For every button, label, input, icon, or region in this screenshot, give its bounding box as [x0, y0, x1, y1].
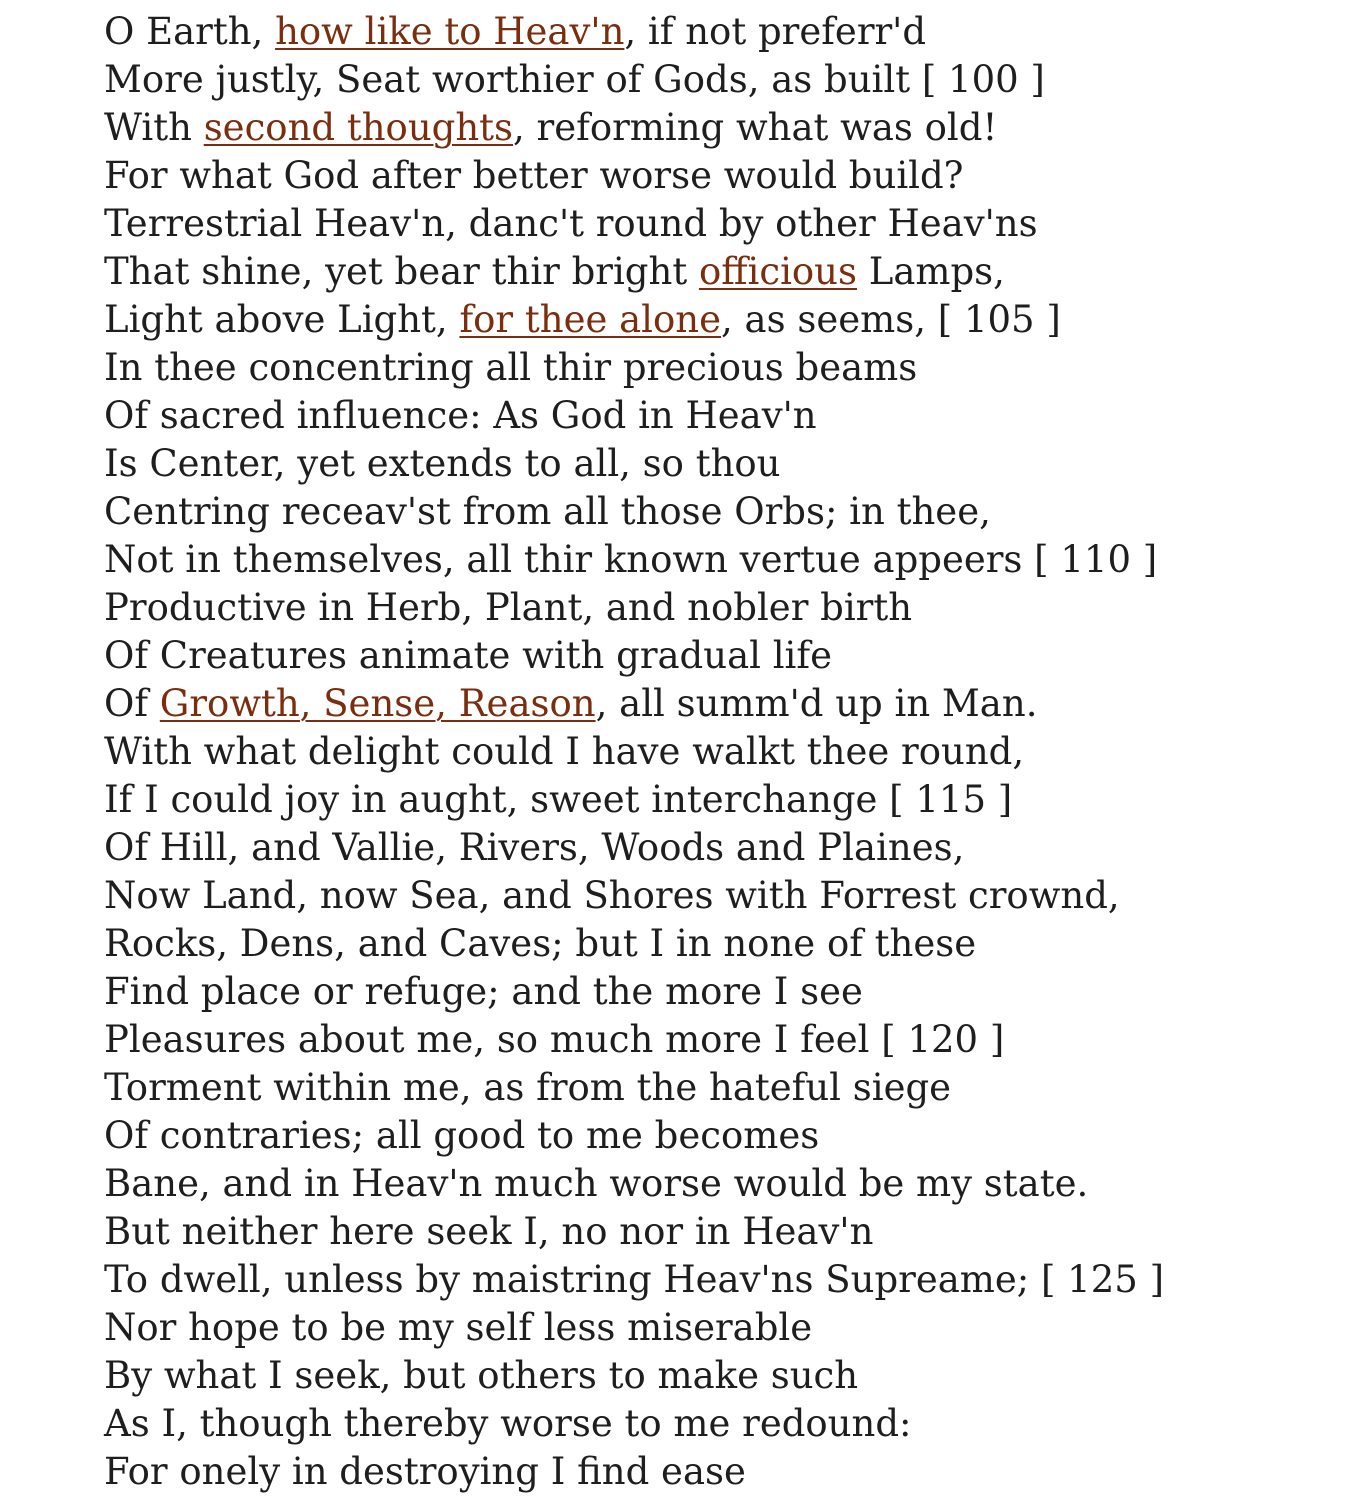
poem-line: [104, 824, 1164, 872]
line-text: To dwell, unless by maistring Heav'ns Supreame;: [104, 1258, 1041, 1301]
line-text: Bane, and in Heav'n much worse would be my state.: [104, 1162, 1089, 1205]
poem-line: [104, 680, 1164, 728]
line-text: Pleasures about me, so much more I feel: [104, 1018, 882, 1061]
line-text: Terrestrial Heav'n, danc't round by other Heav'ns: [104, 202, 1038, 245]
line-text: That shine, yet bear thir bright: [104, 250, 699, 293]
poem-line: [104, 200, 1164, 248]
line-text: By what I seek, but others to make such: [104, 1354, 859, 1397]
poem-line: [104, 1016, 1164, 1064]
line-text: More justly, Seat worthier of Gods, as built: [104, 58, 922, 101]
line-text: Light above Light,: [104, 298, 460, 341]
line-text: Of sacred influence: As God in Heav'n: [104, 394, 817, 437]
line-number: [ 120 ]: [881, 1018, 1005, 1061]
poem-line: [104, 8, 1164, 56]
line-number: [ 105 ]: [937, 298, 1061, 341]
poem-text: [104, 8, 1164, 1496]
line-text: Torment within me, as from the hateful siege: [104, 1066, 952, 1109]
line-number: [ 125 ]: [1040, 1258, 1164, 1301]
line-number: [ 110 ]: [1034, 538, 1158, 581]
line-text: Of: [104, 682, 160, 725]
line-text: Of Hill, and Vallie, Rivers, Woods and Plaines,: [104, 826, 965, 869]
line-text: For onely in destroying I find ease: [104, 1450, 746, 1493]
line-text: If I could joy in aught, sweet interchange: [104, 778, 890, 821]
line-number: [ 100 ]: [921, 58, 1045, 101]
poem-line: [104, 1160, 1164, 1208]
poem-line: [104, 920, 1164, 968]
line-text: With: [104, 106, 204, 149]
poem-line: [104, 1208, 1164, 1256]
line-text: But neither here seek I, no nor in Heav'n: [104, 1210, 874, 1253]
gloss-link[interactable]: second thoughts: [203, 106, 514, 149]
line-text: , if not preferr'd: [624, 10, 927, 53]
line-text: Of Creatures animate with gradual life: [104, 634, 832, 677]
poem-line: [104, 152, 1164, 200]
poem-line: [104, 1064, 1164, 1112]
line-text: O Earth,: [104, 10, 276, 53]
line-text: In thee concentring all thir precious beams: [104, 346, 918, 389]
poem-line: [104, 632, 1164, 680]
poem-line: [104, 56, 1164, 104]
poem-line: [104, 104, 1164, 152]
gloss-link[interactable]: for thee alone: [459, 298, 722, 341]
poem-line: [104, 1256, 1164, 1304]
poem-line: [104, 248, 1164, 296]
poem-line: [104, 344, 1164, 392]
line-text: Nor hope to be my self less miserable: [104, 1306, 813, 1349]
line-text: For what God after better worse would build?: [104, 154, 964, 197]
poem-line: [104, 488, 1164, 536]
line-text: With what delight could I have walkt thee round,: [104, 730, 1025, 773]
line-text: , as seems,: [721, 298, 938, 341]
poem-line: [104, 872, 1164, 920]
line-text: Is Center, yet extends to all, so thou: [104, 442, 781, 485]
line-text: Centring receav'st from all those Orbs; in thee,: [104, 490, 991, 533]
poem-line: [104, 1304, 1164, 1352]
poem-line: [104, 968, 1164, 1016]
line-text: , all summ'd up in Man.: [595, 682, 1038, 725]
poem-line: [104, 584, 1164, 632]
gloss-link[interactable]: Growth, Sense, Reason: [159, 682, 596, 725]
line-text: Not in themselves, all thir known vertue appeers: [104, 538, 1035, 581]
poem-line: [104, 728, 1164, 776]
line-number: [ 115 ]: [889, 778, 1013, 821]
line-text: Now Land, now Sea, and Shores with Forrest crownd,: [104, 874, 1120, 917]
poem-line: [104, 1112, 1164, 1160]
line-text: Find place or refuge; and the more I see: [104, 970, 863, 1013]
line-text: Lamps,: [857, 250, 1005, 293]
poem-line: [104, 440, 1164, 488]
gloss-link[interactable]: officious: [698, 250, 857, 293]
line-text: Rocks, Dens, and Caves; but I in none of these: [104, 922, 977, 965]
poem-line: [104, 536, 1164, 584]
line-text: As I, though thereby worse to me redound:: [104, 1402, 912, 1445]
poem-line: [104, 392, 1164, 440]
line-text: , reforming what was old!: [513, 106, 998, 149]
poem-line: [104, 1352, 1164, 1400]
poem-line: [104, 296, 1164, 344]
poem-line: [104, 1400, 1164, 1448]
poem-line: [104, 1448, 1164, 1496]
line-text: Of contraries; all good to me becomes: [104, 1114, 820, 1157]
line-text: Productive in Herb, Plant, and nobler birth: [104, 586, 913, 629]
poem-line: [104, 776, 1164, 824]
gloss-link[interactable]: how like to Heav'n: [275, 10, 625, 53]
